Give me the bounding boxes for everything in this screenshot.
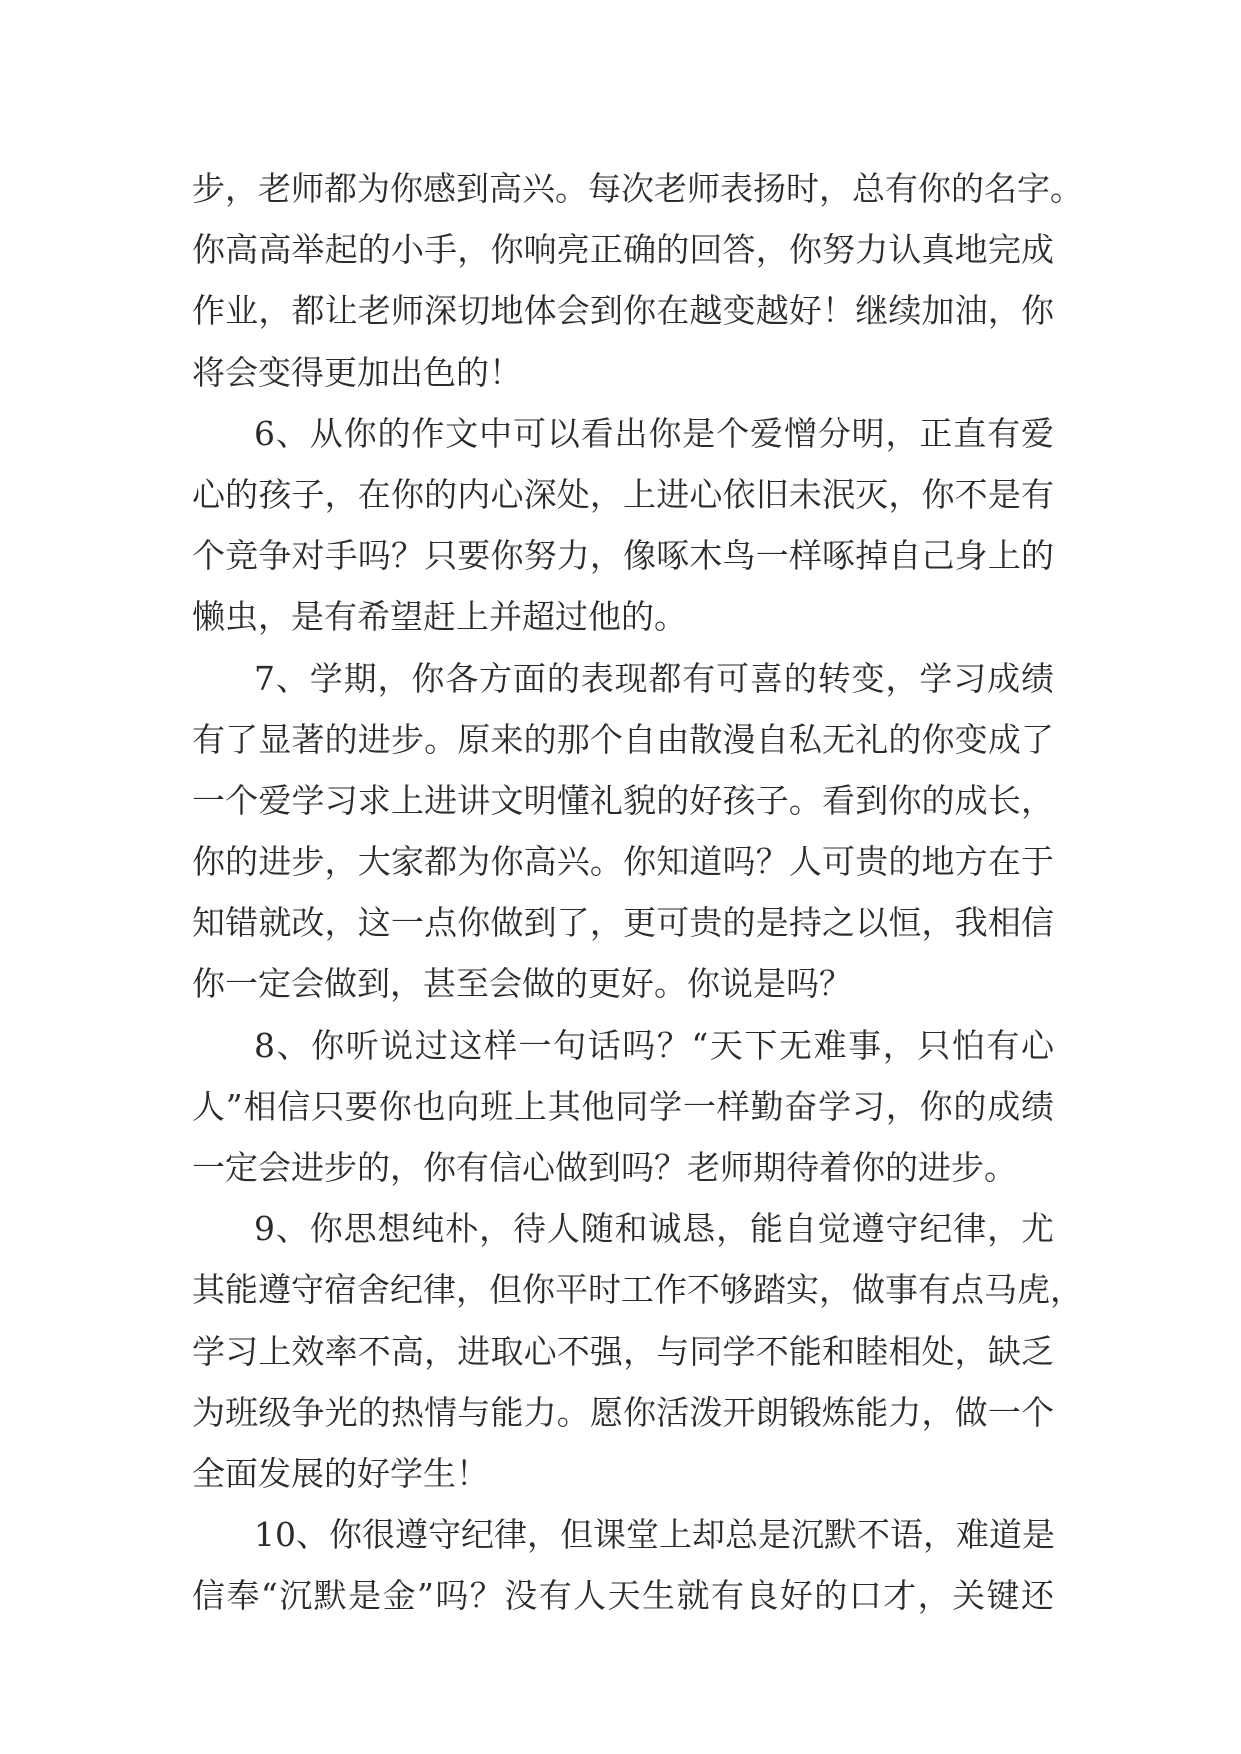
paragraph-line: 你一定会做到，甚至会做的更好。你说是吗？ [192, 964, 852, 1004]
paragraph-line: 懒虫，是有希望赶上并超过他的。 [192, 597, 687, 637]
paragraph-line: 心的孩子，在你的内心深处，上进心依旧未泯灭，你不是有 [192, 474, 1054, 514]
paragraph-6 [192, 403, 1054, 648]
paragraph-line: 有了显著的进步。原来的那个自由散漫自私无礼的你变成了 [192, 719, 1054, 759]
paragraph-line: 9、你思想纯朴，待人随和诚恳，能自觉遵守纪律，尤 [254, 1209, 1054, 1249]
paragraph-line: 你高高举起的小手，你响亮正确的回答，你努力认真地完成 [192, 230, 1054, 270]
paragraph-line: 其能遵守宿舍纪律，但你平时工作不够踏实，做事有点马虎， [192, 1270, 1083, 1310]
paragraph-line: 将会变得更加出色的！ [192, 352, 522, 392]
paragraph-line: 个竞争对手吗？只要你努力，像啄木鸟一样啄掉自己身上的 [192, 536, 1054, 576]
paragraph-line: 一定会进步的，你有信心做到吗？老师期待着你的进步。 [192, 1148, 1017, 1187]
paragraph-line: 为班级争光的热情与能力。愿你活泼开朗锻炼能力，做一个 [192, 1392, 1054, 1432]
paragraph-line: 学习上效率不高，进取心不强，与同学不能和睦相处，缺乏 [192, 1331, 1054, 1371]
paragraph-line: 知错就改，这一点你做到了，更可贵的是持之以恒，我相信 [192, 903, 1054, 943]
paragraph-line: 8、你听说过这样一句话吗？“天下无难事，只怕有心 [254, 1025, 1054, 1065]
paragraph-line: 全面发展的好学生！ [192, 1453, 489, 1493]
paragraph-line: 人”相信只要你也向班上其他同学一样勤奋学习，你的成绩 [192, 1086, 1054, 1126]
paragraph-line: 10、你很遵守纪律，但课堂上却总是沉默不语，难道是 [254, 1515, 1055, 1555]
paragraph-line: 步，老师都为你感到高兴。每次老师表扬时，总有你的名字。 [192, 169, 1083, 208]
paragraph-line: 信奉“沉默是金”吗？没有人天生就有良好的口才，关键还 [192, 1576, 1054, 1616]
paragraph-7 [192, 648, 1054, 1015]
paragraph-line: 一个爱学习求上进讲文明懂礼貌的好孩子。看到你的成长， [192, 780, 1054, 820]
paragraph-line: 6、从你的作文中可以看出你是个爱憎分明，正直有爱 [254, 413, 1054, 453]
paragraph-line: 7、学期，你各方面的表现都有可喜的转变，学习成绩 [254, 658, 1054, 698]
paragraph-line: 作业，都让老师深切地体会到你在越变越好！继续加油，你 [192, 291, 1054, 331]
paragraph-10 [192, 1504, 1054, 1626]
paragraph-5-continued [192, 158, 1083, 403]
paragraph-9 [192, 1198, 1083, 1504]
paragraph-line: 你的进步，大家都为你高兴。你知道吗？人可贵的地方在于 [192, 842, 1054, 882]
document-body [192, 158, 1083, 1627]
paragraph-8 [192, 1015, 1054, 1199]
